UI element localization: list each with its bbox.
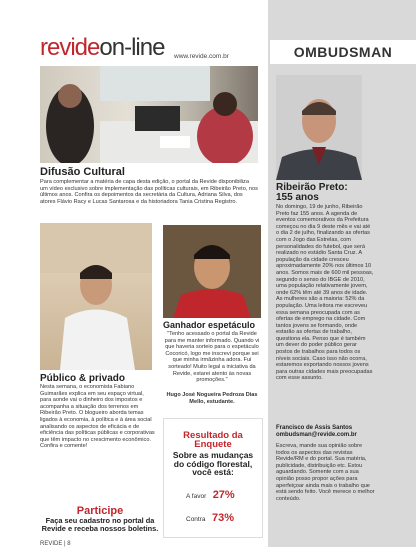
poll-title: Resultado da Enquete (183, 430, 243, 450)
publico-privado-text: Nesta semana, o economista Fabiano Guimarães explica em seu espaço virtual, para aonde vai o dinheiro dos impostos e acompanha a situação dos terrenos em Ribeirão Preto. O blogueiro aborda temas ligados à economia, à política e à área social analisando os aspectos de eficácia e de eficiência das políticas públicas e corporativas que têm impacto no crescimento econômico. Confira e comente! (40, 384, 155, 450)
poll-contra-value: 73% (211, 511, 234, 524)
ombudsman-photo (276, 75, 362, 180)
site-url[interactable]: www.revide.com.br (174, 53, 229, 60)
ganhador-quote: "Tenho acessado o portal da Revide para me manter informado. Quando vi que haveria sorteio para o espetáculo Cocoricó, logo me inscrevi porque sei que minha irmãzinha adora. Fui sorteado! Muito legal a iniciativa da Revide, estarei atento às novas promoções." (164, 331, 260, 384)
participe-text[interactable]: Faça seu cadastro no portal da Revide e receba nossos boletins. (41, 516, 159, 533)
difusao-cultural-photo (40, 66, 258, 163)
poll-box (163, 418, 263, 538)
winner-portrait-image (163, 225, 261, 318)
poll-question: Sobre as mudanças do código florestal, você está: (172, 450, 254, 477)
economist-photo (40, 223, 152, 370)
ombudsman-subtitle: 155 anos (276, 192, 319, 203)
ombudsman-portrait-image (276, 75, 362, 180)
ombudsman-title: Ribeirão Preto: (276, 182, 348, 193)
ombudsman-author: Francisco de Assis Santos (276, 425, 353, 431)
difusao-cultural-title: Difusão Cultural (40, 166, 125, 178)
ganhador-signature: Hugo José Nogueira Pedroza Dias Mello, estudante. (166, 392, 258, 405)
revide-online-logo: revideon-line (40, 34, 165, 61)
winner-photo (163, 225, 261, 318)
participe-title[interactable]: Participe (76, 505, 124, 517)
poll-favor-label: A favor (186, 492, 207, 500)
ombudsman-text: No domingo, 19 de junho, Ribeirão Preto faz 155 anos. A agenda de eventos comemorativos da Prefeitura começou no dia 9 deste mês e vai até o dia 2 de julho, finalizando as ofertas com o Jogo das Estrelas, com personalidades do futebol, que será realizado no estádio Santa Cruz. A população da cidade cresceu aproximadamente 20% nos últimos 10 anos. Somos mais de 600 mil pessoas, segundo o senso do IBGE de 2010, uma população relativamente jovem, onde 62% têm até 39 anos de idade. As mulheres são a maioria: 52% da população. Uma leitora me escreveu essa semana preocupada com as ofertas de emprego na cidade. Com tantos jovens se formando, onde estarão as ofertas de trabalho, questiona ela. Penso que é também um dever do poder público gerar postos de trabalhos para todos os níveis sociais. Caso isso não ocorra, estaremos exportando nossos jovens para outras cidades mais preocupadas com esse assunto. (276, 204, 374, 382)
ombudsman-email[interactable]: ombudsman@revide.com.br (276, 432, 357, 438)
office-scene-image (40, 66, 258, 163)
page-footer: REVIDE | 8 (40, 541, 71, 547)
ganhador-title: Ganhador espetáculo (163, 320, 256, 330)
ombudsman-header: OMBUDSMAN (270, 40, 416, 64)
economist-portrait-image (40, 223, 152, 370)
difusao-cultural-text: Para complementar a matéria de capa desta edição, o portal da Revide disponibiliza um vídeo exclusivo sobre implementação das políticas culturais, em Ribeirão Preto, nos últimos anos. Confira os depoimentos da secretária da Cultura, Adriana Silva, dos atores Flávio Racy e Lucas Santarosa e da historiadora Tania Cristina Registro. (40, 179, 258, 205)
publico-privado-title: Público & privado (40, 373, 126, 384)
poll-contra-row (164, 508, 262, 526)
poll-contra-label: Contra (186, 515, 206, 523)
poll-favor-row (164, 485, 262, 503)
poll-favor-value: 27% (212, 488, 235, 501)
ombudsman-closing-text: Escreva, mande sua opinião sobre todos os aspectos das revistas Revide/RM e do portal. Sua matéria, publicidade, distribuição etc. Estou aguardando. Somente com a sua opinião posso propor ações para aperfeiçoar ainda mais o trabalho que está sendo feito. Você merece o melhor conteúdo. (276, 443, 375, 502)
